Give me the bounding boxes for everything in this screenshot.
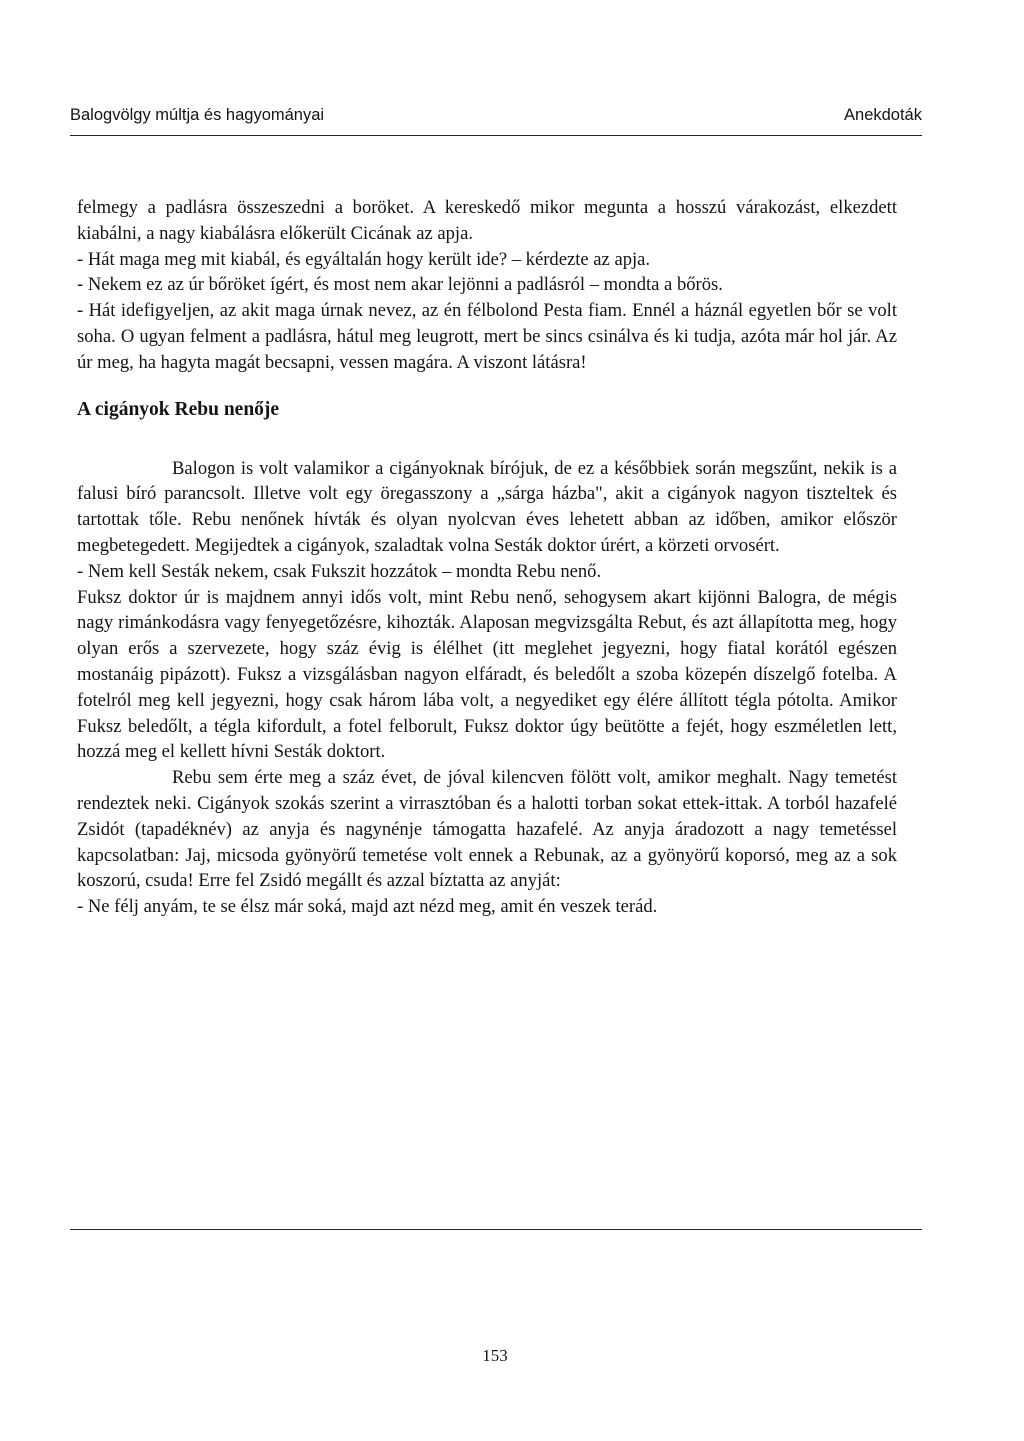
chapter-title: Anekdoták (844, 106, 922, 124)
page-number: 153 (482, 1346, 508, 1365)
paragraph: Fuksz doktor úr is majdnem annyi idős volt, mint Rebu nenő, sehogysem akart kijönni Balogra, de mégis nagy rimánkodásra vagy fenyegetőzésre, kihozták. Alaposan megvizsgálta Rebut, és azt állapította meg, hogy olyan erős a szervezete, hogy száz évig is élélhet (itt meglehet jegyezni, hogy fiatal korától egészen mostanáig pipázott). Fuksz a vizsgálásban nagyon elfáradt, és beledőlt a szoba közepén díszelgő fotelba. A fotelról meg kell jegyezni, hogy csak három lába volt, a negyediket egy élére állított tégla pótolta. Amikor Fuksz beledőlt, a tégla kifordult, a fotel felborult, Fuksz doktor úgy beütötte a fejét, hogy eszméletlen lett, hozzá meg el kellett hívni Sesták doktort. (77, 586, 897, 763)
paragraph: - Hát idefigyeljen, az akit maga úrnak nevez, az én félbolond Pesta fiam. Ennél a háznál egyetlen bőr se volt soha. O ugyan felment a padlásra, hátul meg leugrott, mert be sincs csinálva és ki tudja, azóta már hol jár. Az úr meg, ha hagyta magát becsapni, vessen magára. A viszont látásra! (77, 300, 897, 373)
paragraph: felmegy a padlásra összeszedni a boröket. A kereskedő mikor megunta a hosszú várakozást, elkezdett kiabálni, a nagy kiabálásra előkerült Cicának az apja. (77, 197, 897, 244)
paragraph: - Nem kell Sesták nekem, csak Fukszit hozzátok – mondta Rebu nenő. (77, 560, 602, 582)
paragraph: - Hát maga meg mit kiabál, és egyáltalán hogy került ide? – kérdezte az apja. (77, 248, 651, 270)
book-title: Balogvölgy múltja és hagyományai (70, 106, 325, 124)
section-heading: A cigányok Rebu nenője (77, 398, 280, 420)
header-divider (70, 135, 922, 136)
paragraph: - Nekem ez az úr bőröket ígért, és most nem akar lejönni a padlásról – mondta a bőrös. (77, 274, 723, 296)
page-body (77, 195, 897, 920)
paragraph: Balogon is volt valamikor a cigányoknak bírójuk, de ez a későbbiek során megszűnt, nekik is a falusi bíró parancsolt. Illetve volt egy öregasszony a „sárga házba", akit a cigányok nagyon tiszteltek és tartottak tőle. Rebu nenőnek hívták és olyan nyolcvan éves lehetett abban az időben, amikor először megbetegedett. Megijedtek a cigányok, szaladtak volna Sesták doktor úrért, a körzeti orvosért. (77, 457, 897, 556)
running-header (70, 106, 922, 130)
footer-divider (70, 1229, 922, 1230)
paragraph: - Ne félj anyám, te se élsz már soká, majd azt nézd meg, amit én veszek terád. (77, 896, 658, 918)
paragraph: Rebu sem érte meg a száz évet, de jóval kilencven fölött volt, amikor meghalt. Nagy temetést rendeztek neki. Cigányok szokás szerint a virrasztóban és a halotti torban sokat ettek-ittak. A torból hazafelé Zsidót (tapadéknév) az anyja és nagynénje támogatta hazafelé. Az anyja áradozott a nagy temetéssel kapcsolatban: Jaj, micsoda gyönyörű temetése volt ennek a Rebunak, az a gyönyörű koporsó, meg az a sok koszorú, csuda! Erre fel Zsidó megállt és azzal bíztatta az anyját: (77, 767, 897, 892)
